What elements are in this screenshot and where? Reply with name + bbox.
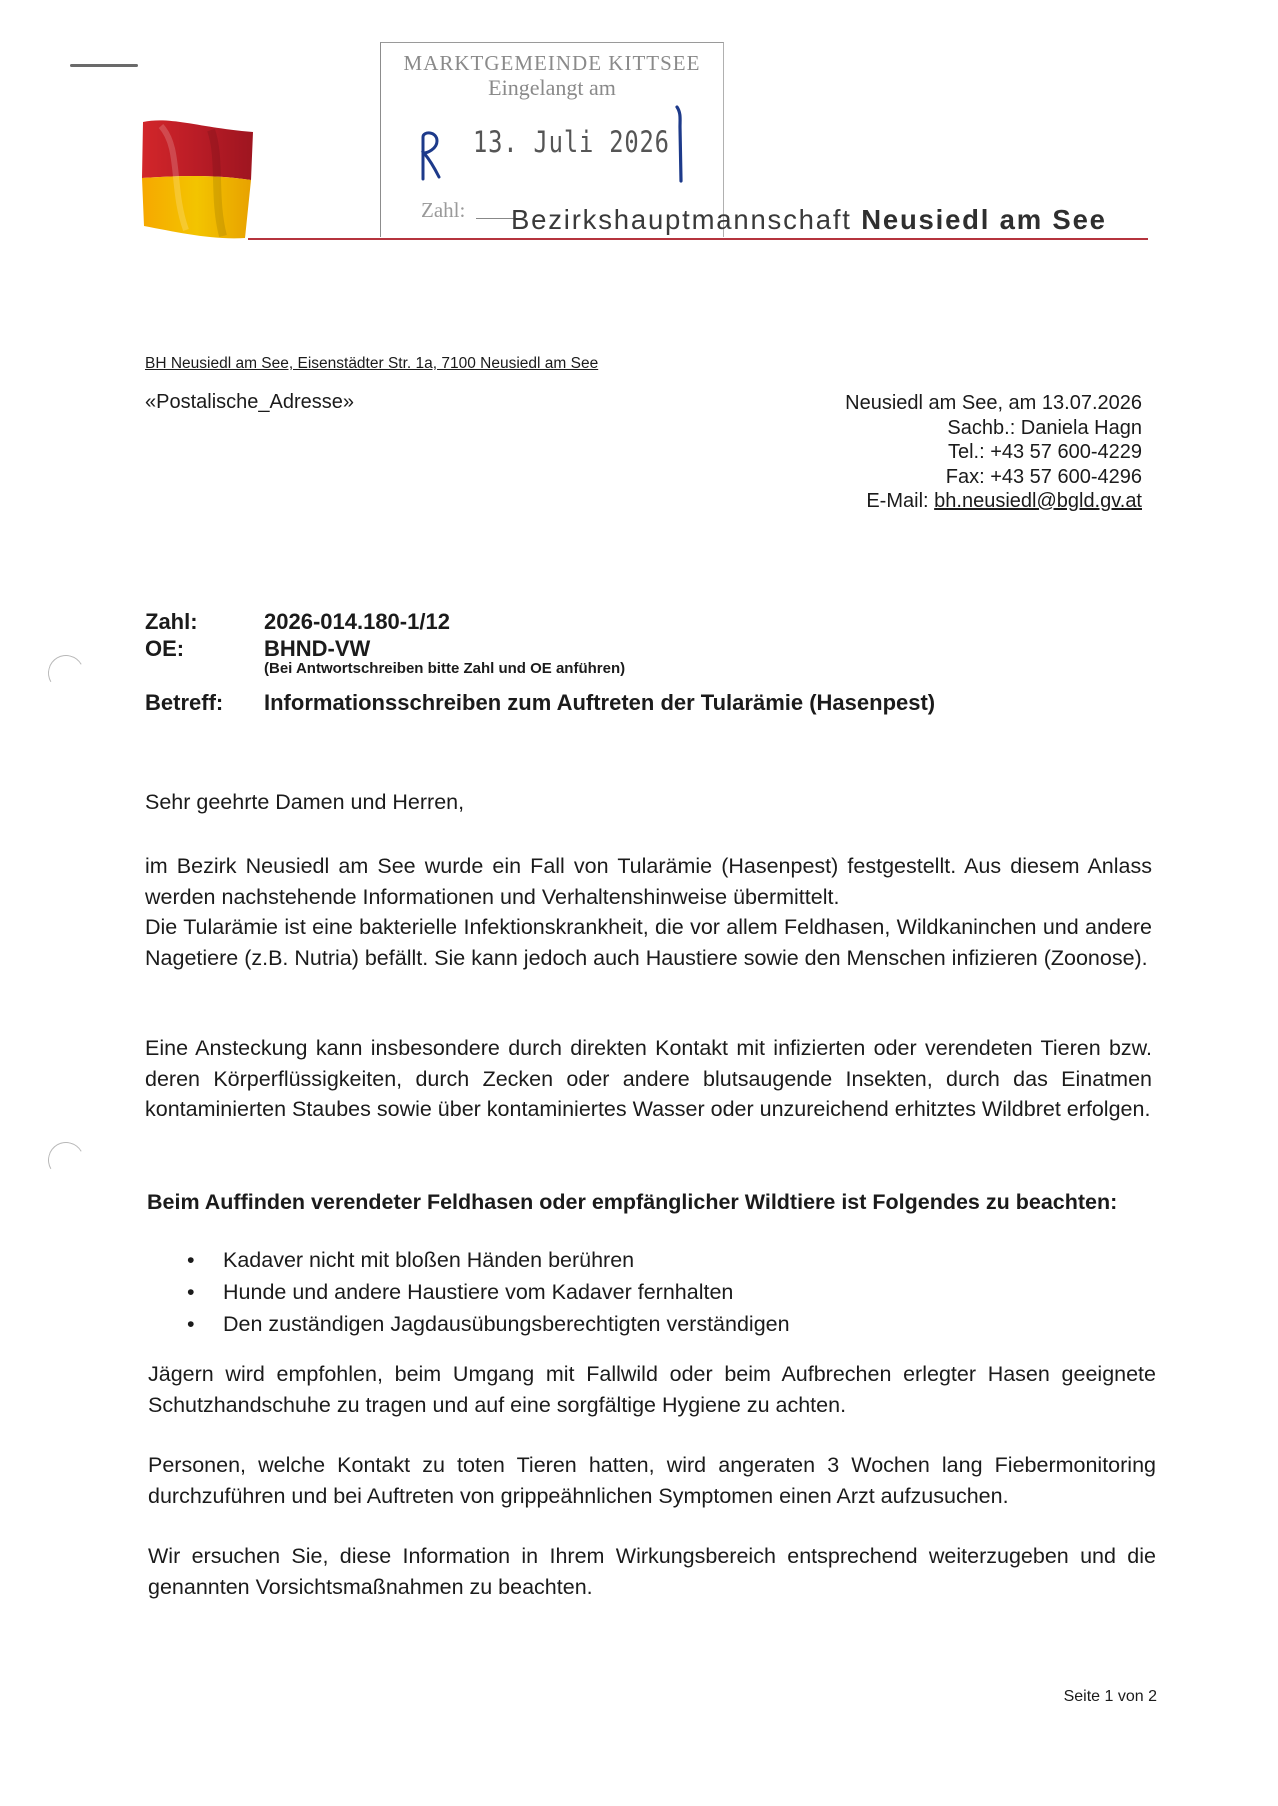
stamp-title: MARKTGEMEINDE KITTSEE (403, 51, 701, 75)
email-label: E-Mail: (866, 490, 929, 512)
clerk: Sachb.: Daniela Hagn (947, 416, 1142, 439)
list-item-text: Hunde und andere Haustiere vom Kadaver fernhalten (223, 1280, 734, 1304)
bullet-icon: • (187, 1312, 195, 1336)
bullet-icon: • (187, 1280, 195, 1304)
fax: Fax: +43 57 600-4296 (945, 465, 1142, 488)
authority-prefix: Bezirkshauptmannschaft (511, 204, 852, 235)
contact-block (845, 391, 1142, 514)
paragraph-intro-b: Die Tularämie ist eine bakterielle Infektionskrankheit, die vor allem Feldhasen, Wildkaninchen und andere Nagetiere (z.B. Nutria) befällt. Sie kann jedoch auch Haustiere sowie den Menschen infizieren (Zoonose). (145, 915, 1152, 970)
reference-note: (Bei Antwortschreiben bitte Zahl und OE anführen) (264, 660, 626, 677)
zahl-value: 2026-014.180-1/12 (264, 609, 450, 634)
authority-place: Neusiedl am See (861, 204, 1107, 235)
paragraph-instructions-heading: Beim Auffinden verendeter Feldhasen oder empfänglicher Wildtiere ist Folgendes zu beachten: (147, 1190, 1118, 1214)
paragraph-request: Wir ersuchen Sie, diese Information in Ihrem Wirkungsbereich entsprechend weiterzugeben und die genannten Vorsichtsmaßnahmen zu beachten. (148, 1544, 1156, 1599)
stamp-zahl-line (476, 218, 516, 219)
bullet-icon: • (187, 1248, 195, 1272)
zahl-label: Zahl: (145, 609, 198, 634)
salutation: Sehr geehrte Damen und Herren, (145, 790, 465, 814)
recipient-address: «Postalische_Adresse» (145, 391, 355, 413)
header-rule (248, 238, 1148, 240)
sender-address-line: BH Neusiedl am See, Eisenstädter Str. 1a, 7100 Neusiedl am See (145, 355, 599, 372)
place-date: Neusiedl am See, am 13.07.2026 (845, 392, 1142, 414)
paragraph-hunters: Jägern wird empfohlen, beim Umgang mit Fallwild oder beim Aufbrechen erlegter Hasen geeignete Schutzhandschuhe zu tragen und auf eine sorgfältige Hygiene zu achten. (148, 1362, 1156, 1417)
list-item-text: Kadaver nicht mit bloßen Händen berühren (223, 1248, 635, 1272)
punch-hole-mark (44, 1138, 88, 1182)
paragraph-monitoring: Personen, welche Kontakt zu toten Tieren hatten, wird angeraten 3 Wochen lang Fiebermonitoring durchzuführen und bei Auftreten von grippeähnlichen Symptomen einen Arzt aufzusuchen. (148, 1453, 1156, 1508)
scan-mark (70, 64, 138, 67)
stamp-zahl-label: Zahl: (421, 198, 466, 222)
paragraph-intro (145, 851, 1152, 973)
oe-label: OE: (145, 636, 185, 661)
subject-label: Betreff: (145, 690, 224, 715)
punch-hole-mark (44, 651, 88, 695)
list-item-text: Den zuständigen Jagdausübungsberechtigten verständigen (223, 1312, 790, 1336)
handwritten-mark (673, 105, 687, 185)
subject-value: Informationsschreiben zum Auftreten der Tularämie (Hasenpest) (264, 690, 936, 715)
paragraph-intro-a: im Bezirk Neusiedl am See wurde ein Fall von Tularämie (Hasenpest) festgestellt. Aus diesem Anlass werden nachstehende Informationen und Verhaltenshinweise übermittelt. (145, 854, 1152, 909)
handwritten-initial (415, 129, 445, 183)
stamp-date: 13. Juli 2026 (473, 125, 670, 159)
page-number: Seite 1 von 2 (1063, 1688, 1157, 1705)
email-row (845, 489, 1142, 514)
paragraph-transmission: Eine Ansteckung kann insbesondere durch direkten Kontakt mit infizierten oder verendeten Tieren bzw. deren Körperflüssigkeiten, durch Zecken oder andere blutsaugende Insekten, durch das Einatmen kontaminierten Staubes sowie über kontaminiertes Wasser oder unzureichend erhitztes Wildbret erfolgen. (145, 1036, 1152, 1121)
email-link[interactable]: bh.neusiedl@bgld.gv.at (934, 490, 1142, 512)
burgenland-flag-icon (141, 118, 256, 240)
authority-name (511, 204, 1107, 236)
phone: Tel.: +43 57 600-4229 (947, 441, 1142, 463)
oe-value: BHND-VW (264, 636, 371, 661)
stamp-received-label: Eingelangt am (488, 75, 616, 100)
